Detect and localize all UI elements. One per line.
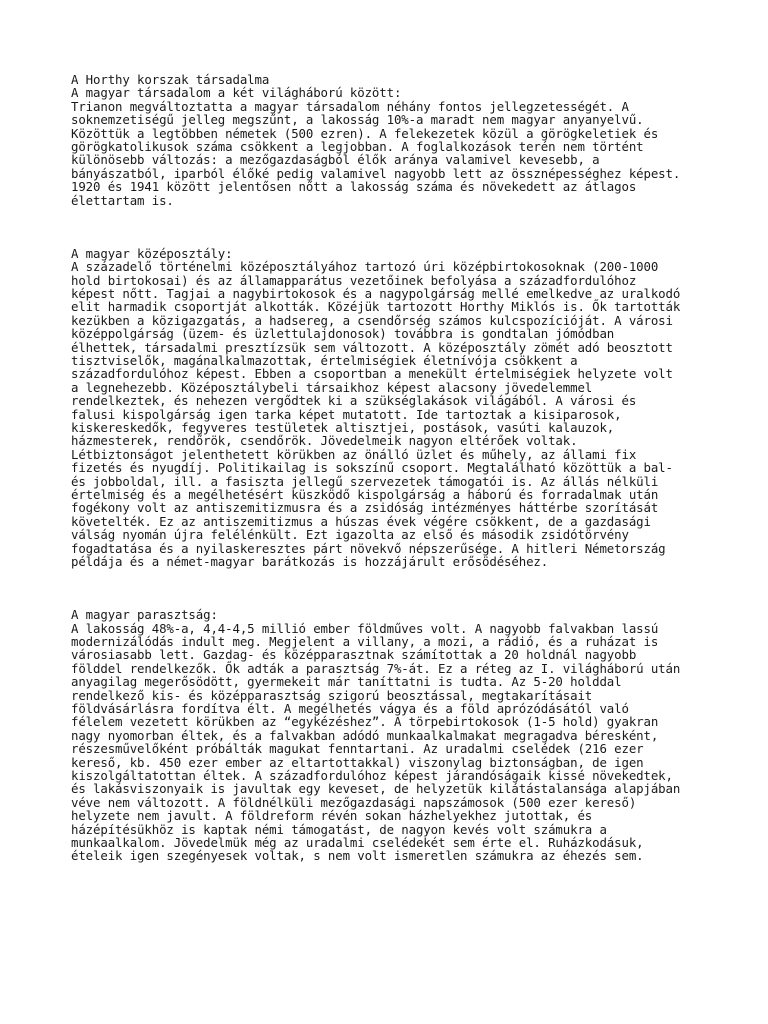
- text-line: fogékony volt az antiszemitizmusra és a zsidóság intézményes háttérbe szorítását: [71, 500, 659, 516]
- text-line: és jobboldal, ill. a fasiszta jellegű szervezetek támogatói is. Az állás nélküli: [71, 473, 659, 489]
- text-line: Közöttük a legtöbben németek (500 ezren). A felekezetek közül a görögkeletiek és: [71, 125, 659, 141]
- section-peasantry: [71, 608, 711, 862]
- text-line: földvásárlásra fordítva élt. A megélhetés vágya és a föld aprózódásától való: [71, 701, 629, 717]
- text-line: kiszolgáltatottan éltek. A századfordulóhoz képest járandóságaik kissé növekedtek,: [71, 767, 673, 783]
- text-line: városiasabb lett. Gazdag- és középparasztnak számítottak a 20 holdnál nagyobb: [71, 647, 637, 663]
- text-line: értelmiség és a megélhetésért küszködő kispolgárság a háború és forradalmak után: [71, 486, 659, 502]
- text-line: válság nyomán újra felélénkült. Ezt igazolta az első és második zsidótörvény: [71, 527, 629, 543]
- text-line: különösebb változás: a mezőgazdaságból élők aránya valamivel kevesebb, a: [71, 152, 600, 168]
- section-spacer: [71, 207, 711, 247]
- text-line: képest nőtt. Tagjai a nagybirtokosok és a nagypolgárság mellé emelkedve az uralkodó: [71, 286, 681, 302]
- text-line: kezükben a közigazgatás, a hadsereg, a csendőrség számos kulcspozícióját. A városi: [71, 312, 673, 328]
- text-line: fizetés és nyugdíj. Politikailag is sokszínű csoport. Megtalálható közöttük a bal-: [71, 460, 673, 476]
- text-line: falusi kispolgárság igen tarka képet mutatott. Ide tartoztak a kisiparosok,: [71, 406, 622, 422]
- text-line: modernizálódás indult meg. Megjelent a villany, a mozi, a rádió, és a ruházat is: [71, 634, 659, 650]
- text-line: soknemzetiségű jelleg megszűnt, a lakosság 10%-a maradt nem magyar anyanyelvű.: [71, 112, 644, 128]
- section-interwar-society: [71, 86, 711, 207]
- text-line: 1920 és 1941 között jelentősen nőtt a lakosság száma és növekedett az átlagos: [71, 179, 637, 195]
- text-line: a legnehezebb. Középosztálybeli társaikhoz képest alacsony jövedelemmel: [71, 379, 593, 395]
- section-heading: A magyar parasztság:: [71, 607, 218, 623]
- section-heading: A magyar társadalom a két világháború között:: [71, 85, 402, 101]
- text-line: rendelkező kis- és középparasztság szigorú beosztással, megtakarításait: [71, 687, 593, 703]
- document-page: [71, 73, 711, 863]
- text-line: helyzete nem javult. A földreform révén sokan házhelyekhez jutottak, és: [71, 808, 593, 824]
- text-line: példája és a német-magyar barátkozás is hozzájárult erősödéséhez.: [71, 553, 549, 569]
- text-line: elit harmadik csoportját alkották. Közéjük tartozott Horthy Miklós is. Ők tartották: [71, 299, 681, 315]
- text-line: részesművelőként próbálták magukat fenntartani. Az uradalmi cselédek (216 ezer: [71, 741, 644, 757]
- text-line: rendelkeztek, és nehezen vergődtek ki a szükséglakások világából. A városi és: [71, 393, 637, 409]
- section-heading: A magyar középosztály:: [71, 245, 233, 261]
- text-line: földdel rendelkezők. Ők adták a parasztság 7%-át. Ez a réteg az I. világháború után: [71, 660, 681, 676]
- text-line: középpolgárság (üzem- és üzlettulajdonosok) továbbra is gondtalan jómódban: [71, 326, 615, 342]
- text-line: görögkatolikusok száma csökkent a legjobban. A foglalkozások terén nem történt: [71, 138, 644, 154]
- text-line: kiskereskedők, fegyveres testületek altisztjei, postások, vasúti kalauzok,: [71, 419, 615, 435]
- text-line: Trianon megváltoztatta a magyar társadalom néhány fontos jellegzetességét. A: [71, 98, 629, 114]
- text-line: anyagilag megerősödött, gyermekeit már taníttatni is tudta. Az 5-20 holddal: [71, 674, 622, 690]
- document-title: A Horthy korszak társadalma: [71, 72, 270, 87]
- text-line: és lakásviszonyaik is javultak egy keveset, de helyzetük kilátástalansága alapjában: [71, 781, 681, 797]
- text-line: A századelő történelmi középosztályához tartozó úri középbirtokosoknak (200-1000: [71, 259, 659, 275]
- text-line: nagy nyomorban éltek, és a falvakban adódó munkaalkalmakat megragadva béresként,: [71, 727, 659, 743]
- text-line: Létbiztonságot jelenthetett körükben az önálló üzlet és műhely, az állami fix: [71, 446, 637, 462]
- text-line: tisztviselők, magánalkalmazottak, értelmiségiek életnívója csökkent a: [71, 353, 578, 369]
- text-line: munkaalkalom. Jövedelmük még az uradalmi cselédekét sem érte el. Ruházkodásuk,: [71, 834, 644, 850]
- text-line: fogadtatása és a nyilaskeresztes párt növekvő népszerűsége. A hitleri Németország: [71, 540, 666, 556]
- text-line: élhettek, társadalmi presztízsük sem változott. A középosztály zömét adó beosztott: [71, 339, 673, 355]
- text-line: kereső, kb. 450 ezer ember az eltartottakkal) viszonylag biztonságban, de igen: [71, 754, 644, 770]
- text-line: bányászatból, iparból élőké pedig valamivel nagyobb lett az össznépességhez képest.: [71, 165, 681, 181]
- section-spacer: [71, 568, 711, 608]
- text-line: A lakosság 48%-a, 4,4-4,5 millió ember földműves volt. A nagyobb falvakban lassú: [71, 620, 659, 636]
- text-line: ételeik igen szegényesek voltak, s nem volt ismeretlen számukra az éhezés sem.: [71, 848, 644, 864]
- section-middle-class: [71, 247, 711, 568]
- text-line: házmesterek, rendőrök, csendőrök. Jövedelmeik nagyon eltérőek voltak.: [71, 433, 578, 449]
- text-line: félelem vezetett körükben az “egykézéshez”. A törpebirtokosok (1-5 hold) gyakran: [71, 714, 659, 730]
- text-line: véve nem változott. A földnélküli mezőgazdasági napszámosok (500 ezer kereső): [71, 794, 637, 810]
- text-line: követelték. Ez az antiszemitizmus a húszas évek végére csökkent, de a gazdasági: [71, 513, 651, 529]
- text-line: hold birtokosai) és az államapparátus vezetőinek befolyása a századfordulóhoz: [71, 272, 637, 288]
- text-line: élettartam is.: [71, 192, 174, 208]
- text-line: házépítésükhöz is kaptak némi támogatást, de nagyon kevés volt számukra a: [71, 821, 607, 837]
- text-line: századfordulóhoz képest. Ebben a csoportban a menekült értelmiségiek helyzete volt: [71, 366, 673, 382]
